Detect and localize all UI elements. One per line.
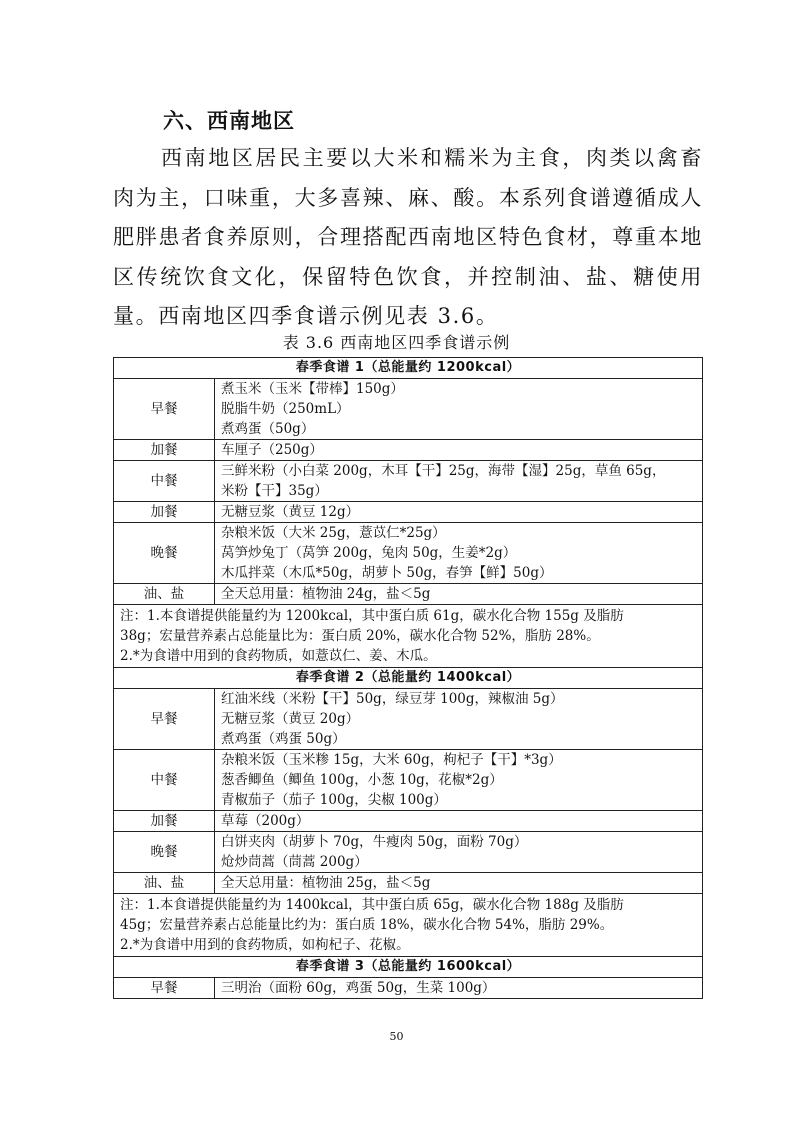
meal-name: 油、盐 (114, 873, 215, 894)
meal-items (215, 978, 703, 999)
food-item: 脱脂牛奶（250mL） (221, 401, 350, 417)
meal-row (114, 440, 703, 461)
food-item: 红油米线（米粉【干】50g，绿豆芽 100g，辣椒油 5g） (221, 691, 564, 707)
meal-name: 加餐 (114, 502, 215, 523)
food-item: 无糖豆浆（黄豆 12g） (221, 504, 360, 520)
meal-row (114, 873, 703, 894)
food-item: 三鲜米粉（小白菜 200g，木耳【干】25g，海带【湿】25g，草鱼 65g， (221, 463, 666, 479)
note-line: 注：1.本食谱提供能量约为 1400kcal，其中蛋白质 65g，碳水化合物 188g 及脂肪 (120, 897, 624, 913)
meal-row (114, 978, 703, 999)
meal-row (114, 523, 703, 584)
meal-items (215, 379, 703, 440)
food-item: 车厘子（250g） (221, 442, 323, 458)
menu-title-row (114, 668, 703, 689)
page-number: 50 (389, 1030, 404, 1043)
menu-title: 春季食谱 2（总能量约 1400kcal） (114, 668, 703, 689)
meal-row (114, 584, 703, 605)
note-line: 38g；宏量营养素占总能量比为：蛋白质 20%，碳水化合物 52%，脂肪 28%。 (120, 628, 600, 644)
meal-row (114, 502, 703, 523)
meal-items (215, 750, 703, 811)
note-line: 2.*为食谱中用到的食药物质，如枸杞子、花椒。 (120, 937, 410, 953)
note-line: 2.*为食谱中用到的食药物质，如薏苡仁、姜、木瓜。 (120, 648, 437, 664)
meal-row (114, 811, 703, 832)
meal-row (114, 379, 703, 440)
menu-title: 春季食谱 1（总能量约 1200kcal） (114, 358, 703, 379)
meal-row (114, 832, 703, 873)
meal-name: 早餐 (114, 978, 215, 999)
meal-name: 中餐 (114, 461, 215, 502)
meal-row (114, 461, 703, 502)
food-item: 全天总用量：植物油 25g，盐＜5g (221, 875, 431, 891)
note-line: 注：1.本食谱提供能量约为 1200kcal，其中蛋白质 61g，碳水化合物 155g 及脂肪 (120, 608, 624, 624)
food-item: 三明治（面粉 60g，鸡蛋 50g，生菜 100g） (221, 980, 496, 996)
menu-note (114, 605, 703, 668)
food-item: 煮玉米（玉米【带棒】150g） (221, 381, 404, 397)
food-item: 葱香鲫鱼（鲫鱼 100g，小葱 10g，花椒*2g） (221, 772, 503, 788)
table-caption: 表 3.6 西南地区四季食谱示例 (282, 333, 511, 352)
meal-row (114, 689, 703, 750)
meal-name: 油、盐 (114, 584, 215, 605)
meal-items (215, 461, 703, 502)
food-item: 草莓（200g） (221, 813, 310, 829)
meal-row (114, 750, 703, 811)
food-item: 全天总用量：植物油 24g，盐＜5g (221, 586, 431, 602)
menu-title-row (114, 358, 703, 379)
food-item: 煮鸡蛋（鸡蛋 50g） (221, 731, 346, 747)
note-line: 45g；宏量营养素占总能量比约为：蛋白质 18%，碳水化合物 54%，脂肪 29%。 (120, 917, 614, 933)
food-item: 米粉【干】35g） (221, 483, 328, 499)
menu-title: 春季食谱 3（总能量约 1600kcal） (114, 957, 703, 978)
menu-note-row (114, 894, 703, 957)
meal-items (215, 502, 703, 523)
meal-name: 晚餐 (114, 832, 215, 873)
menu-note-row (114, 605, 703, 668)
meal-items (215, 584, 703, 605)
meal-items (215, 832, 703, 873)
food-item: 煮鸡蛋（50g） (221, 421, 315, 437)
food-item: 无糖豆浆（黄豆 20g） (221, 711, 360, 727)
food-item: 白饼夹肉（胡萝卜 70g，牛瘦肉 50g，面粉 70g） (221, 834, 528, 850)
menu-note (114, 894, 703, 957)
meal-name: 早餐 (114, 689, 215, 750)
meal-items (215, 523, 703, 584)
meal-items (215, 873, 703, 894)
meal-items (215, 689, 703, 750)
food-item: 木瓜拌菜（木瓜*50g，胡萝卜 50g，春笋【鲜】50g） (221, 565, 553, 581)
meal-name: 加餐 (114, 811, 215, 832)
food-item: 莴笋炒兔丁（莴笋 200g，兔肉 50g，生姜*2g） (221, 545, 517, 561)
food-item: 青椒茄子（茄子 100g，尖椒 100g） (221, 792, 447, 808)
meal-items (215, 440, 703, 461)
intro-paragraph: 西南地区居民主要以大米和糯米为主食，肉类以禽畜肉为主，口味重，大多喜辣、麻、酸。本系列食谱遵循成人肥胖患者食养原则，合理搭配西南地区特色食材，尊重本地区传统饮食文化，保留特色饮食，并控制油、盐、糖使用量。西南地区四季食谱示例见表 3.6。 (113, 146, 703, 328)
meal-items (215, 811, 703, 832)
menu-table (113, 357, 703, 999)
meal-name: 中餐 (114, 750, 215, 811)
food-item: 杂粮米饭（大米 25g，薏苡仁*25g） (221, 525, 446, 541)
section-heading: 六、西南地区 (163, 109, 295, 133)
food-item: 炝炒茼蒿（茼蒿 200g） (221, 854, 368, 870)
menu-title-row (114, 957, 703, 978)
meal-name: 加餐 (114, 440, 215, 461)
food-item: 杂粮米饭（玉米糁 15g，大米 60g，枸杞子【干】*3g） (221, 752, 562, 768)
meal-name: 早餐 (114, 379, 215, 440)
meal-name: 晚餐 (114, 523, 215, 584)
